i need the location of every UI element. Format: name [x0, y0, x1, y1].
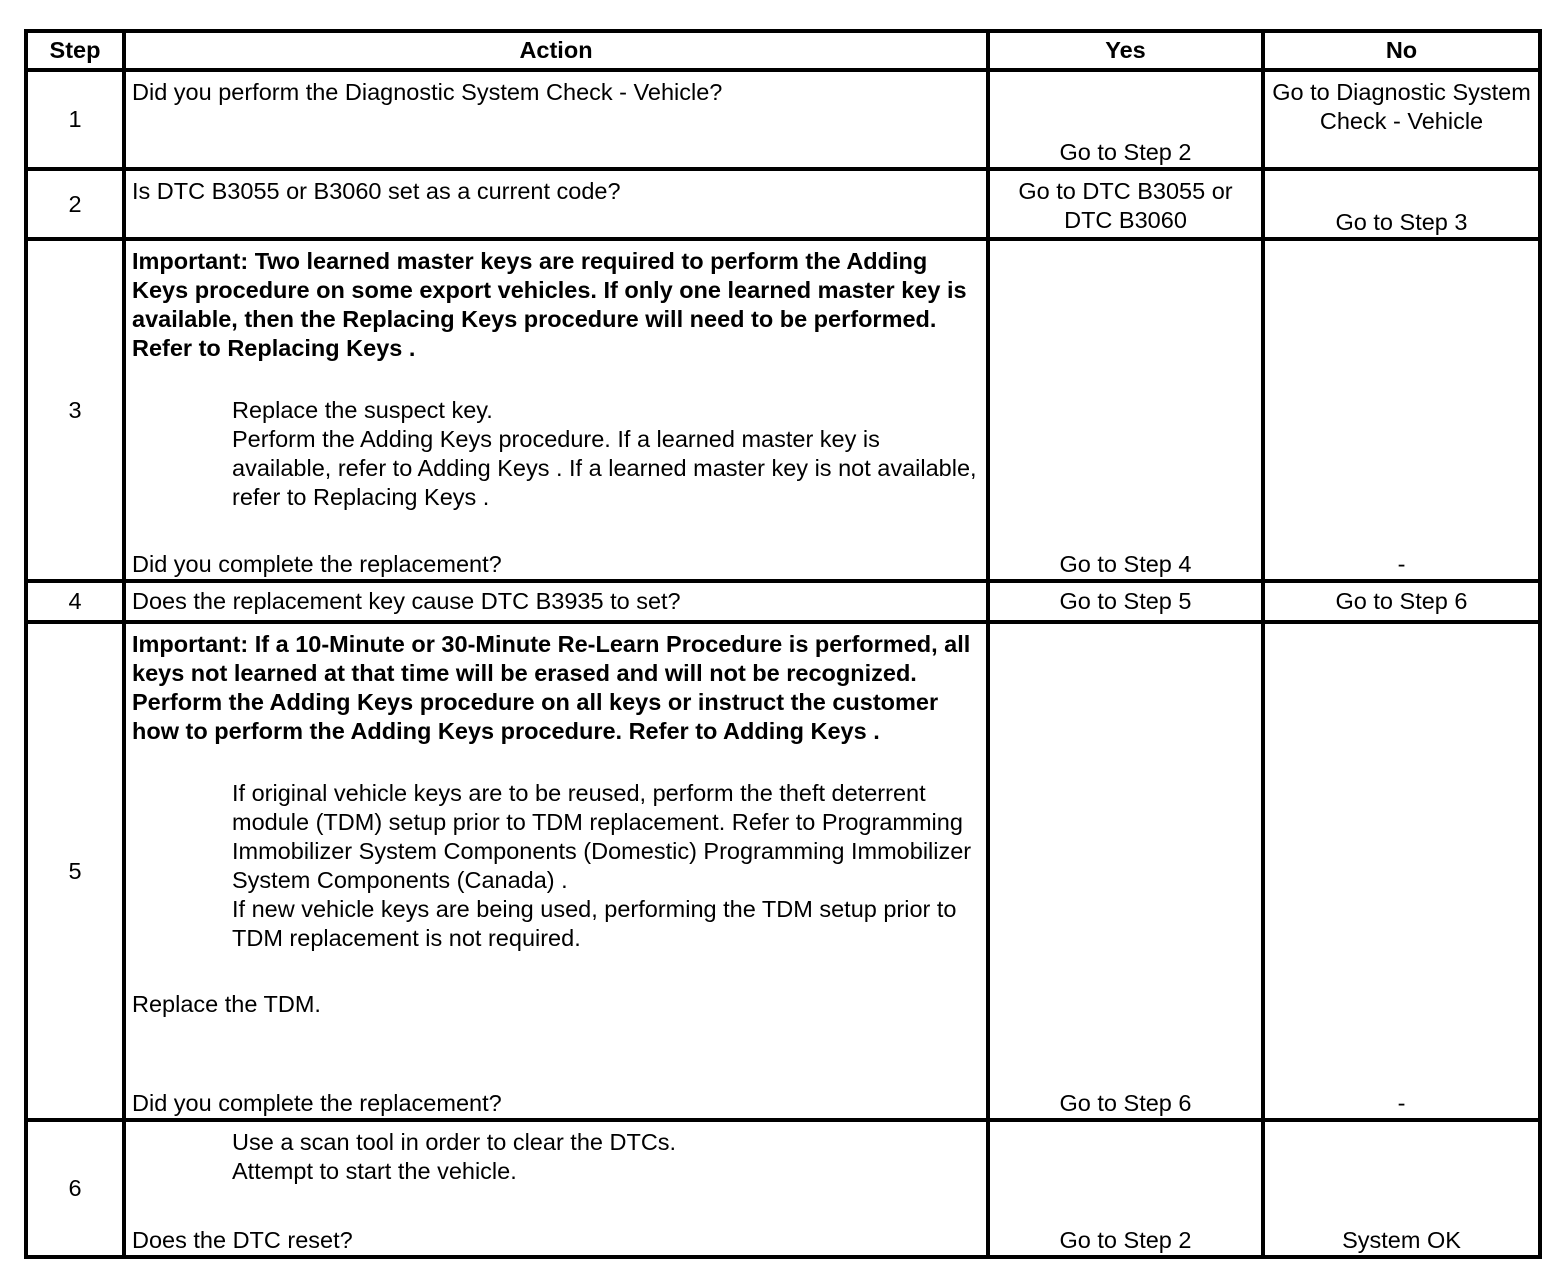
procedure-item: If original vehicle keys are to be reused, perform the theft deterrent module (TDM) setup prior to TDM replacement. Refer to Programming Immobilizer System Components (Domestic) Programming Immobilizer System Components (Canada) .: [232, 780, 972, 893]
table-row: [26, 581, 1540, 622]
action-cell: [124, 1120, 988, 1257]
table-row: [26, 1120, 1540, 1257]
yes-text: Go to Step 2: [1059, 139, 1192, 165]
action-text: Is DTC B3055 or B3060 set as a current code?: [132, 178, 621, 204]
no-cell: [1263, 581, 1540, 622]
action-text: Did you perform the Diagnostic System Check - Vehicle?: [132, 79, 723, 105]
table-row: [26, 70, 1540, 169]
step-number: 1: [26, 70, 124, 169]
no-cell: [1263, 70, 1540, 169]
diagnostic-table: [24, 29, 1542, 1259]
header-action: Action: [124, 31, 988, 70]
procedure-item: If new vehicle keys are being used, performing the TDM setup prior to TDM replacement is not required.: [232, 896, 957, 951]
no-cell: [1263, 622, 1540, 1120]
procedure-item: Perform the Adding Keys procedure. If a learned master key is available, refer to Adding Keys . If a learned master key is not available, refer to Replacing Keys .: [232, 426, 977, 510]
yes-cell: [988, 70, 1263, 169]
yes-text: Go to Step 2: [1059, 1227, 1192, 1253]
yes-text: Go to Step 4: [1059, 551, 1192, 577]
important-note: Important: Two learned master keys are required to perform the Adding Keys procedure on some export vehicles. If only one learned master key is available, then the Replacing Keys procedure will need to be performed. Refer to Replacing Keys .: [132, 248, 967, 361]
question-text: Did you complete the replacement?: [132, 1090, 502, 1116]
no-text: Go to Diagnostic System Check - Vehicle: [1272, 79, 1531, 134]
yes-cell: [988, 1120, 1263, 1257]
table-row: [26, 169, 1540, 239]
no-text: Go to Step 3: [1335, 209, 1468, 235]
action-cell: [124, 581, 988, 622]
header-step: Step: [26, 31, 124, 70]
yes-text: Go to Step 6: [1059, 1090, 1192, 1116]
yes-cell: [988, 169, 1263, 239]
yes-text: Go to Step 5: [1059, 588, 1192, 614]
action-cell: [124, 622, 988, 1120]
question-text: Does the DTC reset?: [132, 1227, 353, 1253]
header-row: [26, 31, 1540, 70]
no-cell: [1263, 1120, 1540, 1257]
question-text: Did you complete the replacement?: [132, 551, 502, 577]
important-note: Important: If a 10-Minute or 30-Minute Re-Learn Procedure is performed, all keys not learned at that time will be erased and will not be recognized. Perform the Adding Keys procedure on all keys or instruct the customer how to perform the Adding Keys procedure. Refer to Adding Keys .: [132, 631, 971, 744]
step-number: 3: [26, 239, 124, 581]
action-text: Does the replacement key cause DTC B3935 to set?: [132, 588, 681, 614]
step-number: 6: [26, 1120, 124, 1257]
no-text: -: [1397, 551, 1406, 577]
procedure-item: Use a scan tool in order to clear the DTCs.: [232, 1129, 677, 1155]
no-text: System OK: [1342, 1227, 1461, 1253]
step-number: 2: [26, 169, 124, 239]
action-cell: [124, 239, 988, 581]
no-cell: [1263, 169, 1540, 239]
step-number: 4: [26, 581, 124, 622]
yes-cell: [988, 239, 1263, 581]
table-row: [26, 239, 1540, 581]
no-text: -: [1397, 1090, 1406, 1116]
replace-text: Replace the TDM.: [132, 991, 321, 1017]
no-text: Go to Step 6: [1335, 588, 1468, 614]
no-cell: [1263, 239, 1540, 581]
header-yes: Yes: [988, 31, 1263, 70]
yes-cell: [988, 581, 1263, 622]
yes-cell: [988, 622, 1263, 1120]
action-cell: [124, 70, 988, 169]
yes-text: Go to DTC B3055 or DTC B3060: [1018, 178, 1233, 233]
header-no: No: [1263, 31, 1540, 70]
procedure-item: Attempt to start the vehicle.: [232, 1158, 517, 1184]
procedure-item: Replace the suspect key.: [232, 397, 493, 423]
action-cell: [124, 169, 988, 239]
table-row: [26, 622, 1540, 1120]
step-number: 5: [26, 622, 124, 1120]
